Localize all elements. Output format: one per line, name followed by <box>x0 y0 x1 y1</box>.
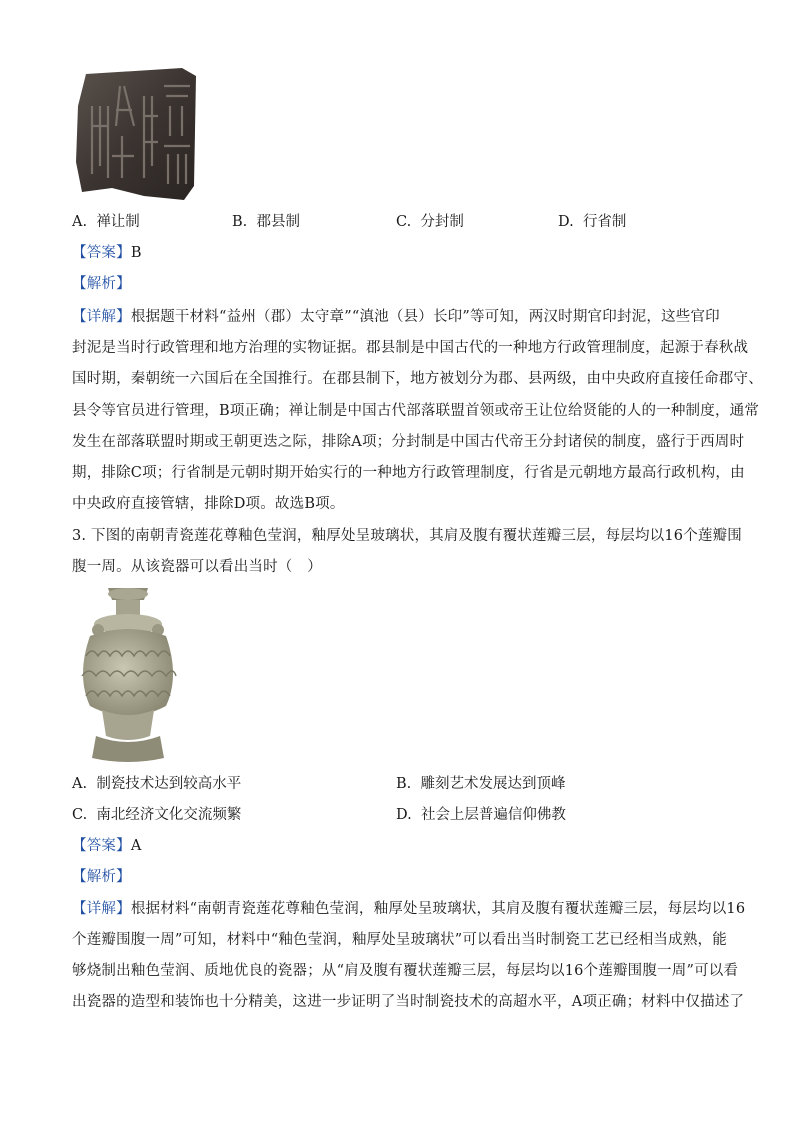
q3-option-a: A. 制瓷技术达到较高水平 <box>72 776 242 792</box>
q3-answer: 【答案】A <box>72 838 142 854</box>
q2-detail-line-5: 发生在部落联盟时期或王朝更迭之际，排除A项；分封制是中国古代帝王分封诸侯的制度，盛行于西周时 <box>72 434 745 450</box>
q2-answer: 【答案】B <box>72 245 142 261</box>
q3-stem-line-1: 3. 下图的南朝青瓷莲花尊釉色莹润，釉厚处呈玻璃状，其肩及腹有覆状莲瓣三层，每层均以16个莲瓣围 <box>72 528 742 544</box>
q2-option-d: D. 行省制 <box>558 214 627 230</box>
q2-detail-line-3: 国时期，秦朝统一六国后在全国推行。在郡县制下，地方被划分为郡、县两级，由中央政府直接任命郡守、 <box>72 371 763 387</box>
q2-detail-line-4: 县令等官员进行管理，B项正确；禅让制是中国古代部落联盟首领或帝王让位给贤能的人的一种制度，通常 <box>72 403 760 419</box>
q3-detail-line-2: 个莲瓣围腹一周”可知，材料中“釉色莹润，釉厚处呈玻璃状”可以看出当时制瓷工艺已经相当成熟，能 <box>72 932 727 948</box>
q2-detail-line-7: 中央政府直接管辖，排除D项。故选B项。 <box>72 496 345 512</box>
q3-option-b: B. 雕刻艺术发展达到顶峰 <box>396 776 566 792</box>
q2-option-a: A. 禅让制 <box>72 214 140 230</box>
q2-detail-line-6: 期，排除C项；行省制是元朝时期开始实行的一种地方行政管理制度，行省是元朝地方最高行政机构，由 <box>72 465 745 481</box>
q3-detail-line-3: 够烧制出釉色莹润、质地优良的瓷器；从“肩及腹有覆状莲瓣三层，每层均以16个莲瓣围腹一周”可以看 <box>72 963 739 979</box>
q3-detail-line-4: 出瓷器的造型和装饰也十分精美，这进一步证明了当时制瓷技术的高超水平，A项正确；材料中仅描述了 <box>72 994 745 1010</box>
q3-stem-line-2: 腹一周。从该瓷器可以看出当时（ ） <box>72 559 322 575</box>
q2-detail-line-1: 【详解】根据题干材料“益州（郡）太守章”“滇池（县）长印”等可知，两汉时期官印封泥，这些官印 <box>72 309 720 325</box>
q3-option-c: C. 南北经济文化交流频繁 <box>72 807 242 823</box>
q3-analysis-heading: 【解析】 <box>72 869 131 885</box>
q2-option-b: B. 郡县制 <box>232 214 300 230</box>
q2-analysis-heading: 【解析】 <box>72 276 131 292</box>
q3-option-d: D. 社会上层普遍信仰佛教 <box>396 807 566 823</box>
q2-detail-line-2: 封泥是当时行政管理和地方治理的实物证据。郡县制是中国古代的一种地方行政管理制度，起源于春秋战 <box>72 340 749 356</box>
q3-detail-line-1: 【详解】根据材料“南朝青瓷莲花尊釉色莹润，釉厚处呈玻璃状，其肩及腹有覆状莲瓣三层，每层均以16 <box>72 901 746 917</box>
seal-clay-image <box>72 66 200 202</box>
celadon-lotus-vase-image <box>72 586 184 764</box>
q2-option-c: C. 分封制 <box>396 214 464 230</box>
